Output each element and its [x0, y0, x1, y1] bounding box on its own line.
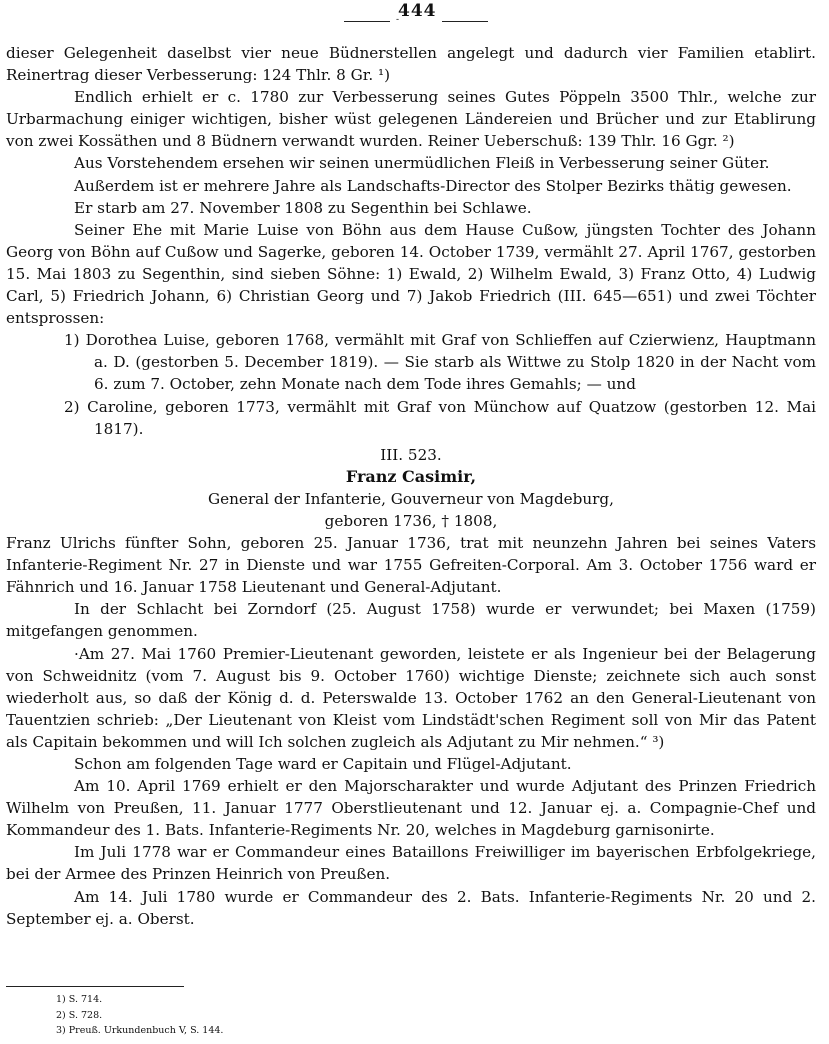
section-rank: General der Infanterie, Gouverneur von Magdeburg, [208, 489, 614, 508]
header-rule-left [344, 21, 390, 22]
section-dates: geboren 1736, † 1808, [324, 511, 498, 530]
paragraph: Aus Vorstehendem ersehen wir seinen unermüdlichen Fleiß in Verbesserung seiner Güter. [74, 154, 770, 173]
list-item: 2) Caroline, geboren 1773, vermählt mit Graf von Münchow auf Quatzow (gestorben 12. Mai 1817). [64, 397, 816, 438]
footnote: 3) Preuß. Urkundenbuch V, S. 144. [56, 1025, 224, 1036]
footnote-rule [6, 986, 184, 987]
body-text [6, 42, 816, 930]
paragraph: Im Juli 1778 war er Commandeur eines Bataillons Freiwilliger im bayerischen Erbfolgekriege, bei der Armee des Prinzen Heinrich von Preußen. [6, 843, 816, 884]
page-header [0, 1, 829, 23]
paragraph: Seiner Ehe mit Marie Luise von Böhn aus dem Hause Cußow, jüngsten Tochter des Johann Georg von Böhn auf Cußow und Sagerke, geboren 14. October 1739, vermählt 27. April 1767, gestorben 15. Mai 1803 zu Segenthin, sind sieben Söhne: 1) Ewald, 2) Wilhelm Ewald, 3) Franz Otto, 4) Ludwig Carl, 5) Friedrich Johann, 6) Christian Georg und 7) Jakob Friedrich (III. 645—651) und zwei Töchter entsprossen: [6, 220, 816, 328]
paragraph: Außerdem ist er mehrere Jahre als Landschafts-Director des Stolper Bezirks thätig gewesen. [74, 176, 792, 195]
paragraph: ·Am 27. Mai 1760 Premier-Lieutenant geworden, leistete er als Ingenieur bei der Belagerung von Schweidnitz (vom 7. August bis 9. October 1760) wichtige Dienste; zeichnete sich auch sonst wiederholt aus, so daß der König d. d. Peterswalde 13. October 1762 an den General-Lieutenant von Tauentzien schrieb: „Der Lieutenant von Kleist vom Lindstädt'schen Regiment soll von Mir das Patent als Capitain bekommen und will Ich solchen zugleich als Adjutant zu Mir nehmen.“ ³) [6, 644, 816, 751]
list-item: 1) Dorothea Luise, geboren 1768, vermählt mit Graf von Schlieffen auf Czierwienz, Hauptmann a. D. (gestorben 5. December 1819). — Sie starb als Wittwe zu Stolp 1820 in der Nacht vom 6. zum 7. October, zehn Monate nach dem Tode ihres Gemahls; — und [64, 331, 816, 394]
header-rule-right [442, 21, 488, 22]
footnotes [56, 992, 223, 1039]
footnote: 1) S. 714. [56, 994, 103, 1005]
paragraph: dieser Gelegenheit daselbst vier neue Büdnerstellen angelegt und dadurch vier Familien etablirt. Reinertrag dieser Verbesserung: 124 Thlr. 8 Gr. ¹) [6, 44, 816, 85]
paragraph: Am 10. April 1769 erhielt er den Majorscharakter und wurde Adjutant des Prinzen Friedrich Wilhelm von Preußen, 11. Januar 1777 Oberstlieutenant und 12. Januar ej. a. Compagnie-Chef und Kommandeur des 1. Bats. Infanterie-Regiments Nr. 20, welches in Magdeburg garnisonirte. [6, 777, 816, 840]
section-name: Franz Casimir, [345, 466, 477, 486]
page-number: 444 [398, 1, 437, 21]
paragraph: Endlich erhielt er c. 1780 zur Verbesserung seines Gutes Pöppeln 3500 Thlr., welche zur Urbarmachung einiger wichtigen, bisher wüst gelegenen Ländereien und Brücher und zur Etablirung von zwei Kossäthen und 8 Büdnern verwandt wurden. Reiner Ueberschuß: 139 Thlr. 16 Ggr. ²) [6, 88, 816, 151]
paragraph: In der Schlacht bei Zorndorf (25. August 1758) wurde er verwundet; bei Maxen (1759) mitgefangen genommen. [6, 600, 816, 641]
paragraph: Am 14. Juli 1780 wurde er Commandeur des 2. Bats. Infanterie-Regiments Nr. 20 und 2. September ej. a. Oberst. [6, 887, 816, 928]
paragraph: Franz Ulrichs fünfter Sohn, geboren 25. Januar 1736, trat mit neunzehn Jahren bei seines Vaters Infanterie-Regiment Nr. 27 in Dienste und war 1755 Gefreiten-Corporal. Am 3. October 1756 ward er Fähnrich und 16. Januar 1758 Lieutenant und General-Adjutant. [6, 534, 816, 597]
header-dash: - [396, 15, 400, 25]
footnote: 2) S. 728. [56, 1009, 103, 1021]
section-number: III. 523. [380, 445, 442, 464]
paragraph: Er starb am 27. November 1808 zu Segenthin bei Schlawe. [74, 198, 532, 217]
paragraph: Schon am folgenden Tage ward er Capitain und Flügel-Adjutant. [74, 755, 572, 773]
